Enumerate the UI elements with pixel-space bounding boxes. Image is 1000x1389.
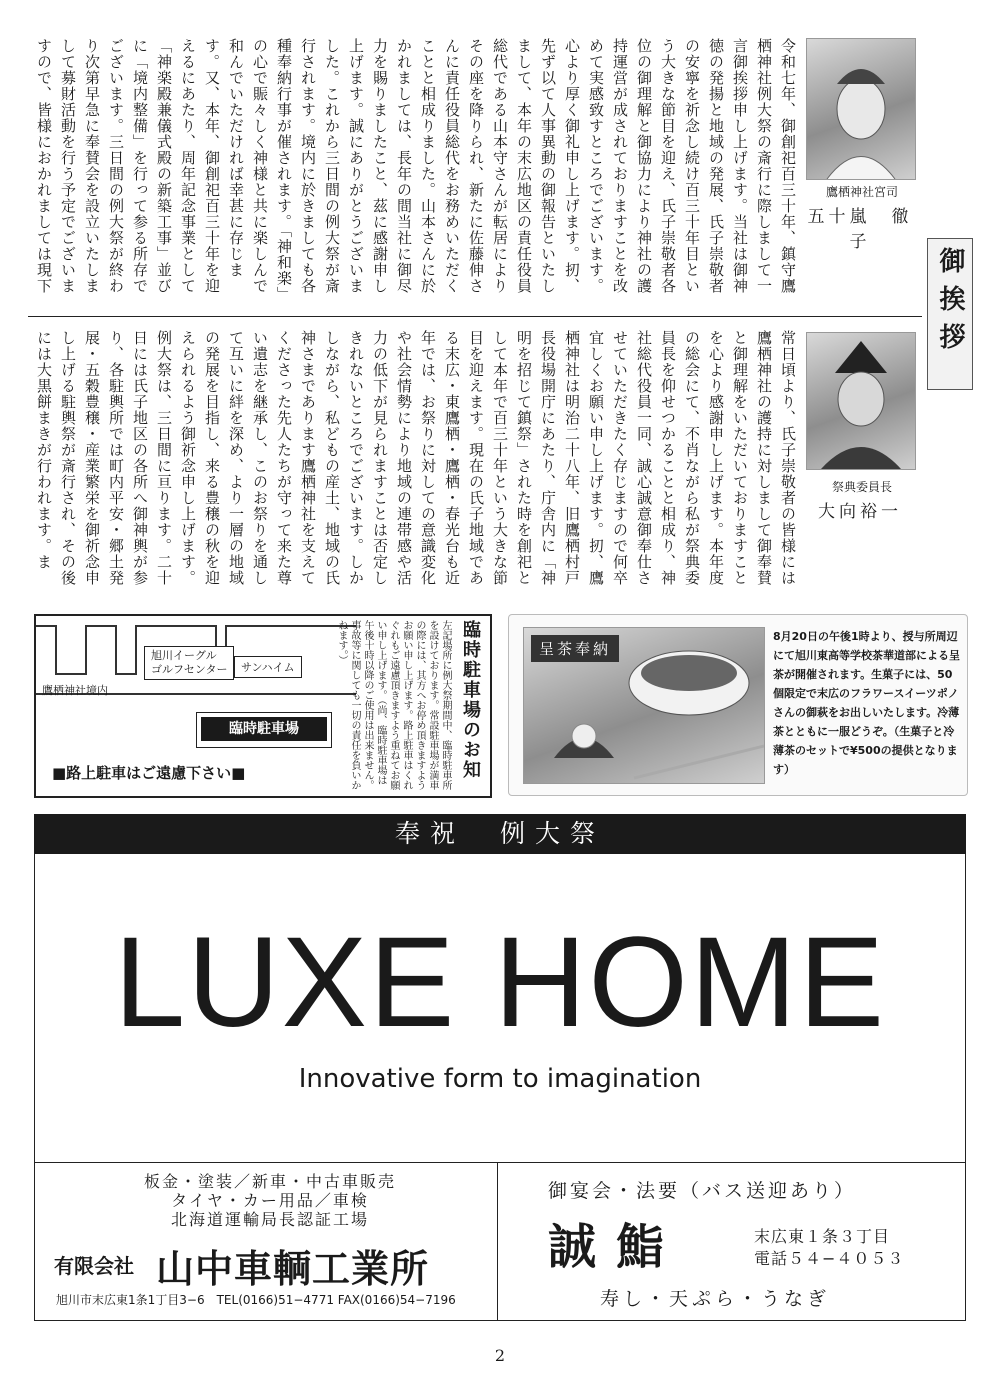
section-divider: [28, 316, 922, 317]
map-label-golf: 旭川イーグル ゴルフセンター: [144, 646, 234, 680]
yamanaka-service-3: 北海道運輸局長認証工場: [170, 1210, 369, 1229]
guuji-photo: [806, 38, 916, 180]
map-label-sanhaim: サンハイム: [234, 656, 302, 678]
ad-vertical-divider: [497, 1162, 498, 1320]
seikan-name: 誠鮨: [548, 1219, 685, 1275]
page-number: 2: [494, 1346, 506, 1365]
ad-banner: [34, 814, 966, 854]
map-label-shrine: 鷹栖神社境内: [42, 685, 108, 697]
guuji-title: 鷹栖神社宮司: [825, 185, 898, 199]
tea-box: [508, 614, 968, 796]
ad-divider: [34, 1162, 966, 1163]
committee-greeting-text: 常日頃より、氏子崇敬者の皆様には鷹栖神社の護持に対しまして御奉賛と御理解をいただいておりますことを心より感謝申し上げます。本年度の総会にて、不肖ながら私が祭典委員長を仰せつかることと相成り、神社総代役員一同、誠心誠意御奉仕させていただきたく存じますので何卒宜しくお願い申し上げます。扨、鷹栖神社は明治二十八年、旧鷹栖村戸長役場開庁にあたり、庁舎内に「神明を招じて鎮祭」された時を創祀として本年で百三十年という大きな節目を迎えます。現在の氏子地域である末広・東鷹栖・鷹栖・春光台も近年では、お祭りに対しての意識変化や社会情勢により地域の連帯感や活力の低下が見られますことは否定しきれないところでございます。しかしながら、私どもの産土、地域の氏神さまであります鷹栖神社を支えてくださった先人たちが守って来た尊い遺志を継承し、このお祭りを通して互いに絆を深め、より一層の地域の発展を目指し、来る豊穣の秋を迎えられるよう御祈念申し上げます。例大祭は、三日間に亘ります。二十日には氏子地区の各所へ御神輿が参り、各駐輿所では町内平安・郷土発展・五穀豊穣・産業繁栄を御祈念申し上げる駐輿祭が斎行され、その後には大黒餅まきが行われます。ま: [35, 330, 797, 586]
yamanaka-service-1: 板金・塗装／新車・中古車販売: [143, 1172, 396, 1191]
tea-text: 8月20日の午後1時より、授与所周辺にて旭川東高等学校茶華道部による呈茶が開催されます。生菓子には、50個限定で末広のフラワースイーツポノさんの御萩をお出しいたします。冷薄茶とともに一服どうぞ。（生菓子と冷薄茶のセットで¥500の提供となります）: [773, 630, 960, 776]
yamanaka-address: 旭川市末広東1条1丁目3−6 TEL(0166)51−4771 FAX(0166)54−7196: [56, 1293, 456, 1307]
seikan-address: 末広東１条３丁目: [754, 1227, 891, 1246]
seikan-bottom: 寿し・天ぷら・うなぎ: [600, 1288, 831, 1310]
yamanaka-services: [60, 1172, 480, 1229]
committee-photo: [806, 332, 916, 470]
committee-title: 祭典委員長: [831, 480, 892, 494]
map-lot-box: [196, 712, 332, 748]
guuji-greeting-text: 令和七年、御創祀百三十年、鎮守鷹栖神社例大祭の斎行に際しまして一言御挨拶申し上げます。当社は御神徳の発揚と地域の発展、氏子崇敬者の安寧を祈念し続け百三十年目という大きな節目を迎え、氏子崇敬者各位の御理解と御協力により神社の護持運営が成されておりますことを改めて実感致すところでございます。心より厚く御礼申し上げます。扨、先ず以て人事異動の御報告といたしまして、本年の末広地区の責任役員総代である山本守さんが転居によりその座を降りられ、新たに佐藤伸さんに責任役員総代をお務めいただくことと相成りました。山本さんに於かれましては、長年の間当社に御尽力を賜りましたこと、茲に感謝申し上げます。誠にありがとうございました。これから三日間の例大祭が斎行されます。境内に於きましても各種奉納行事が催されます。「神和楽」の心で賑々しく神様と共に楽しんで和んでいただければ幸甚に存じます。又、本年、御創祀百三十年を迎えるにあたり、周年記念事業として「神楽殿兼儀式殿の新築工事」並びに「境内整備」を行って参る所存でございます。三日間の例大祭が終わり次第早急に奉賛会を設立いたしまして募財活動を行う予定でございますので、皆様におかれましては現下: [35, 38, 797, 295]
parking-title: 臨時駐車場のお知: [460, 620, 481, 780]
committee-name: 大向裕一: [818, 502, 902, 522]
greeting-heading: 御挨拶: [935, 247, 965, 361]
parking-notice: 左記場所に例大祭期間中、臨時駐車所を設けております。常設駐車場が満車の際には、其方へお停め頂きますようお願い申し上げます。路上駐車はくれぐれもご遠慮頂きますよう重ねてお願い申し上げます。（尚、臨時駐車場は午後十時以降のご使用は出来ません。事故等に関しても一切の責任を負いかねます。）: [336, 620, 451, 790]
yamanaka-service-2: タイヤ・カー用品／車検: [171, 1191, 369, 1210]
guuji-name: 五十嵐 徹子: [807, 207, 913, 252]
yamanaka-name: 山中車輌工業所: [156, 1247, 430, 1291]
ad-banner-text: 奉祝 例大祭: [394, 819, 605, 848]
seikan-top: 御宴会・法要（バス送迎あり）: [548, 1180, 857, 1202]
luxe-tagline: Innovative form to imagination: [298, 1064, 702, 1094]
map-lot-label: 臨時駐車場: [201, 717, 327, 741]
yamanaka-prefix: 有限会社: [54, 1254, 134, 1278]
seikan-phone: 電話５４−４０５３: [754, 1249, 905, 1268]
map-warning: ■路上駐車はご遠慮下さい■: [52, 764, 246, 782]
luxe-brand: LUXE HOME: [114, 911, 886, 1054]
parking-box: [34, 614, 492, 798]
greeting-heading-box: [927, 238, 973, 390]
tea-label: 呈茶奉納: [531, 635, 619, 662]
